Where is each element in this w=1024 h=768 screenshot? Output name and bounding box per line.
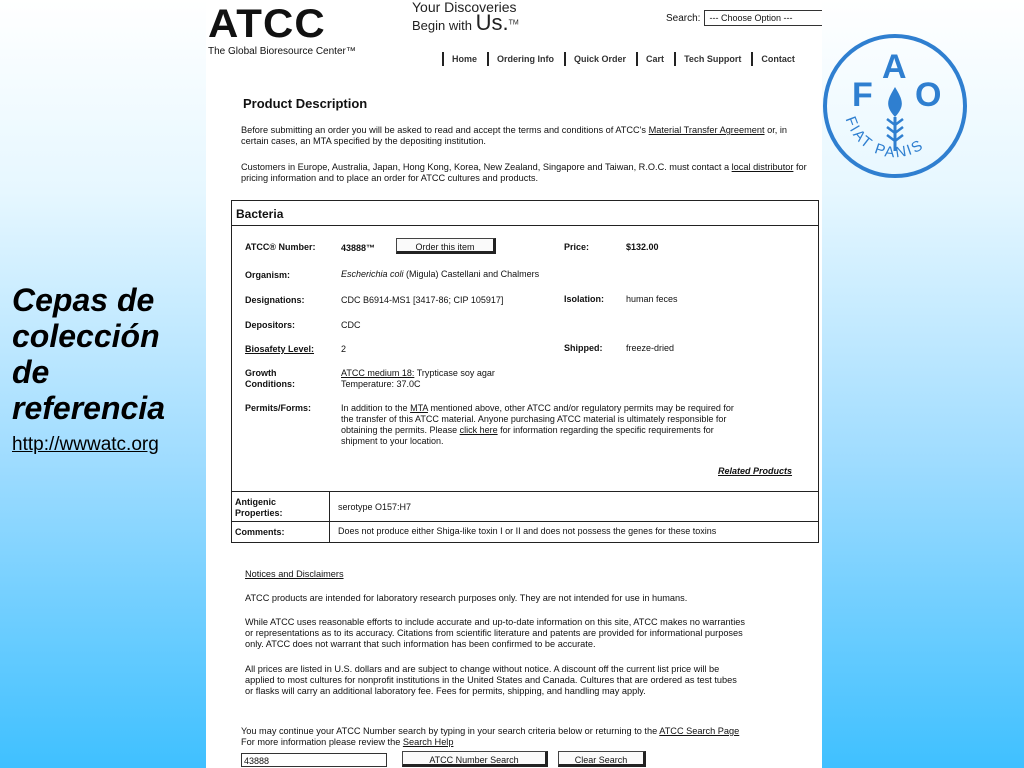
antigenic-label	[235, 497, 283, 519]
notice-line: While ATCC uses reasonable efforts to include accurate and up-to-date information on this site, ATCC makes no warranties	[245, 617, 745, 627]
product-heading: Product Description	[243, 96, 368, 111]
fao-motto	[842, 114, 928, 161]
bacteria-header	[232, 201, 818, 226]
biosafety-level-link[interactable]: Biosafety Level:	[245, 344, 315, 354]
intro-text: or, in certain cases, an MTA specified by the depositing institution.	[241, 125, 787, 146]
permits-text-part: In addition to the	[341, 403, 408, 413]
fao-drop-icon	[888, 87, 902, 117]
notice-accuracy	[245, 617, 815, 650]
search-continue-text	[241, 726, 816, 748]
intro-text: for pricing information and to place an order for ATCC cultures and products.	[241, 162, 807, 183]
organism-species: Escherichia coli	[341, 269, 404, 279]
nav-ordering-info[interactable]: Ordering Info	[487, 52, 564, 66]
atcc-product-page	[206, 0, 822, 768]
nav-contact[interactable]: Contact	[751, 52, 805, 66]
isolation-label: Isolation:	[564, 294, 604, 304]
slogan-us: Us.	[475, 10, 509, 35]
depositors-value: CDC	[341, 320, 361, 330]
slide-title-line: referencia	[12, 390, 165, 426]
comments-value: Does not produce either Shiga-like toxin I or II and does not possess the genes for these toxins	[338, 526, 717, 536]
clear-search-button[interactable]: Clear Search	[558, 751, 646, 767]
permits-text	[341, 403, 806, 447]
growth-temperature: Temperature: 37.0C	[341, 379, 421, 389]
bacteria-title: Bacteria	[236, 207, 284, 221]
site-search	[666, 10, 822, 26]
atcc-search-page-link[interactable]: ATCC Search Page	[659, 726, 740, 736]
search-label: Search:	[666, 12, 701, 24]
notice-research-only: ATCC products are intended for laboratory research purposes only. They are not intended for use in humans.	[245, 593, 688, 603]
nav-home[interactable]: Home	[442, 52, 487, 66]
permits-text-part: obtaining the permits. Please	[341, 425, 458, 435]
search-help-line	[241, 737, 816, 748]
atcc-website-link[interactable]: http://wwwatc.org	[12, 434, 159, 455]
nav-tech-support[interactable]: Tech Support	[674, 52, 751, 66]
atcc-number-label: ATCC® Number:	[245, 242, 316, 252]
nav-cart[interactable]: Cart	[636, 52, 674, 66]
permits-line	[341, 403, 806, 414]
antigenic-label-line: Properties:	[235, 508, 283, 518]
order-item-button[interactable]: Order this item	[396, 238, 496, 254]
search-help-link[interactable]: Search Help	[402, 737, 454, 747]
slide-title-line: colección	[12, 318, 160, 354]
permits-click-here-link[interactable]: click here	[459, 425, 498, 435]
notice-line: or representations as to its accuracy. Citations from scientific literature and patents are provided for informational purposes	[245, 628, 743, 638]
fao-letter-a: A	[882, 48, 907, 86]
growth-label-line: Growth	[245, 368, 277, 378]
bacteria-details-box	[231, 200, 819, 492]
slogan-begin: Begin with	[412, 18, 472, 33]
intro-distributor	[241, 162, 809, 184]
organism-label: Organism:	[245, 270, 291, 280]
price-label: Price:	[564, 242, 590, 252]
organism-value	[341, 269, 539, 280]
shipped-value: freeze-dried	[626, 343, 675, 353]
antigenic-label-line: Antigenic	[235, 497, 277, 507]
designations-label: Designations:	[245, 295, 305, 305]
atcc-logo[interactable]	[208, 4, 356, 57]
fao-letter-f: F	[852, 76, 873, 114]
intro-text: Before submitting an order you will be asked to read and accept the terms and conditions of ATCC's	[241, 125, 647, 135]
search-continue-part: You may continue your ATCC Number search by typing in your search criteria below or returning to the	[241, 726, 658, 736]
permits-mta-link[interactable]: MTA	[410, 403, 428, 413]
related-products-link[interactable]: Related Products	[718, 466, 793, 476]
atcc-tagline: The Global Bioresource Center™	[208, 46, 356, 57]
growth-medium-line	[341, 368, 495, 379]
slogan-tm: TM	[508, 19, 519, 27]
atcc-number-value: 43888™	[341, 243, 376, 253]
mta-link[interactable]: Material Transfer Agreement	[648, 125, 765, 135]
search-help-part: For more information please review the	[241, 737, 401, 747]
atcc-number-search-input[interactable]: 43888	[241, 753, 387, 767]
local-distributor-link[interactable]: local distributor	[731, 162, 794, 172]
permits-text-part: mentioned above, other ATCC and/or regulatory permits may be required for	[430, 403, 734, 413]
depositors-label: Depositors:	[245, 320, 296, 330]
slogan-line2	[412, 10, 519, 35]
atcc-medium-link[interactable]: ATCC medium 18:	[341, 368, 415, 378]
notice-line: applied to most cultures for nonprofit institutions in the United States and Canada. Cultures that are ordered as test tubes	[245, 675, 737, 685]
fao-logo	[822, 33, 968, 179]
fao-letter-o: O	[915, 76, 942, 114]
row-divider	[329, 492, 330, 521]
antigenic-value: serotype O157:H7	[338, 502, 412, 512]
notice-line: only. ATCC does not warrant that such information has been confirmed to be accurate.	[245, 639, 596, 649]
search-option-select[interactable]: --- Choose Option ---	[704, 10, 822, 26]
notice-line: or flasks will carry an additional laboratory fee. Fees for permits, shipping, and handling may apply.	[245, 686, 646, 696]
price-value: $132.00	[626, 242, 659, 252]
permits-label: Permits/Forms:	[245, 403, 312, 413]
search-continue-line	[241, 726, 816, 737]
nav-quick-order[interactable]: Quick Order	[564, 52, 636, 66]
antigenic-row	[231, 491, 819, 522]
shipped-label: Shipped:	[564, 343, 603, 353]
permits-line: shipment to your location.	[341, 436, 444, 446]
intro-mta	[241, 125, 801, 147]
slide-caption	[12, 282, 197, 456]
isolation-value: human feces	[626, 294, 678, 304]
slide-title-line: de	[12, 354, 50, 390]
growth-label-line: Conditions:	[245, 379, 295, 389]
biosafety-value: 2	[341, 344, 347, 354]
slide-title-line: Cepas de	[12, 282, 155, 318]
slide-title	[12, 282, 197, 426]
growth-conditions-label	[245, 368, 295, 390]
notice-prices	[245, 664, 815, 697]
permits-text-part: for information regarding the specific requirements for	[500, 425, 714, 435]
comments-label: Comments:	[235, 527, 285, 537]
row-divider	[329, 522, 330, 542]
notices-heading[interactable]: Notices and Disclaimers	[245, 569, 344, 579]
designations-value: CDC B6914-MS1 [3417-86; CIP 105917]	[341, 295, 504, 305]
atcc-number-search-button[interactable]: ATCC Number Search	[402, 751, 548, 767]
permits-line: the transfer of this ATCC material. Anyone purchasing ATCC material is ultimately responsible for	[341, 414, 727, 424]
fao-motto-path: FIAT PANIS	[841, 114, 928, 162]
top-navigation	[442, 52, 805, 66]
organism-authority: (Migula) Castellani and Chalmers	[406, 269, 540, 279]
slogan-line1: Your Discoveries	[412, 0, 517, 15]
notice-line: All prices are listed in U.S. dollars and are subject to change without notice. A discount off the current list price will be	[245, 664, 720, 674]
fao-emblem	[822, 33, 968, 179]
intro-text: Customers in Europe, Australia, Japan, Hong Kong, Korea, New Zealand, Singapore and Taiwan, R.O.C. must contact a	[241, 162, 730, 172]
growth-conditions-value	[341, 368, 495, 390]
permits-line	[341, 425, 806, 436]
growth-medium: Trypticase soy agar	[416, 368, 495, 378]
slogan	[412, 0, 519, 33]
atcc-logo-text: ATCC	[208, 2, 326, 46]
